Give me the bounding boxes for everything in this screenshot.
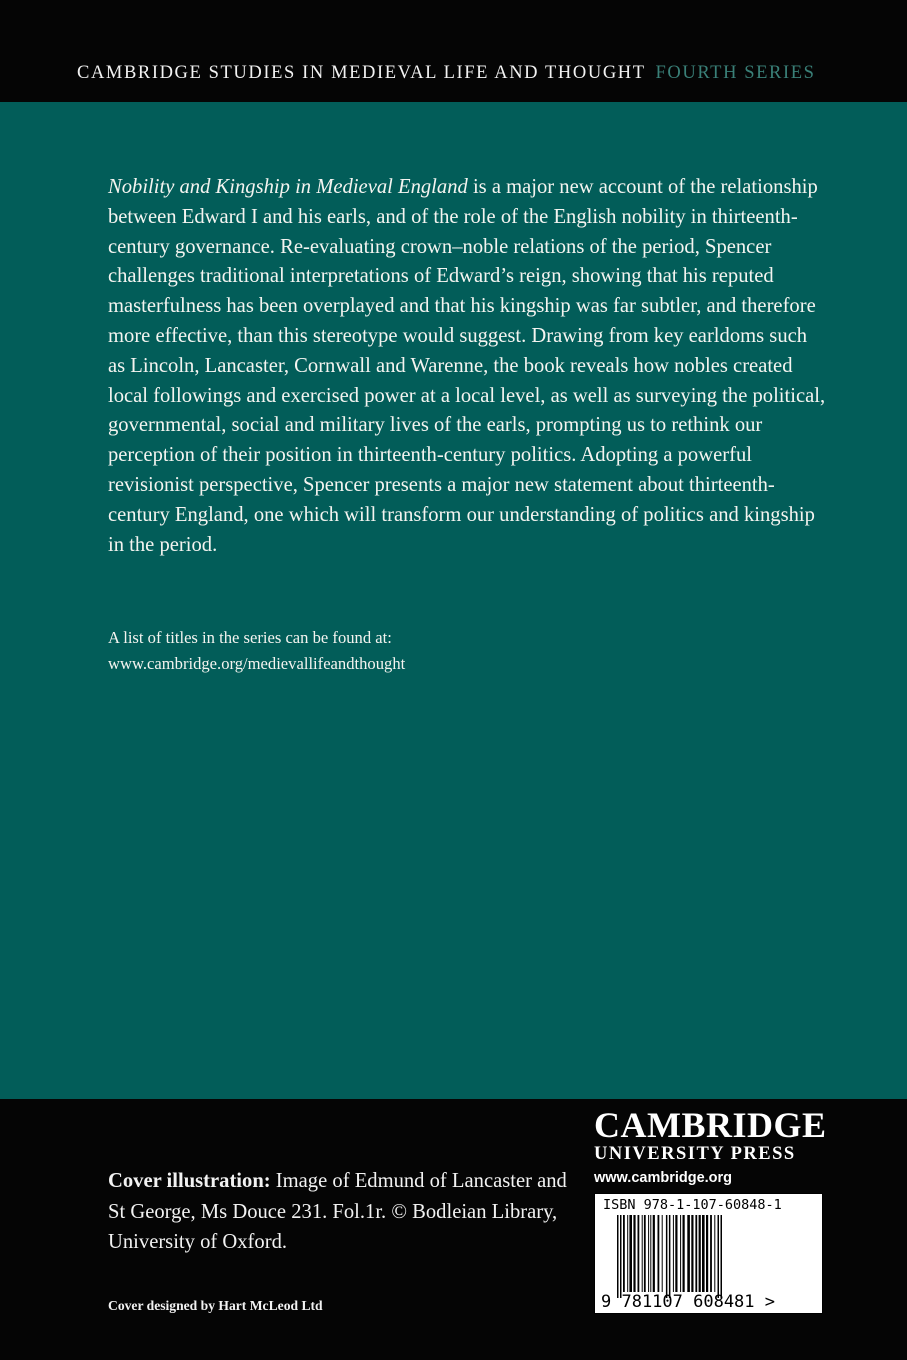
barcode-bar bbox=[662, 1215, 663, 1292]
barcode-bar bbox=[702, 1215, 705, 1292]
barcode-bar bbox=[706, 1215, 708, 1292]
barcode-bar bbox=[650, 1215, 651, 1292]
publisher-logo bbox=[594, 1106, 834, 1189]
barcode-bar bbox=[669, 1215, 671, 1298]
book-description bbox=[108, 173, 828, 560]
barcode-bar bbox=[721, 1215, 723, 1298]
barcode-bar bbox=[642, 1215, 643, 1292]
barcode-bar bbox=[629, 1215, 632, 1292]
isbn-barcode bbox=[594, 1193, 823, 1314]
series-header-band bbox=[0, 0, 907, 102]
barcode-bar bbox=[699, 1215, 701, 1292]
series-title bbox=[77, 62, 816, 84]
barcode-bar bbox=[695, 1215, 697, 1292]
barcode-bar bbox=[673, 1215, 674, 1292]
publisher-url: www.cambridge.org bbox=[594, 1170, 733, 1186]
barcode-bar bbox=[648, 1215, 649, 1292]
isbn-label: ISBN 978-1-107-60848-1 bbox=[603, 1197, 782, 1213]
series-edition: FOURTH SERIES bbox=[655, 63, 816, 83]
barcode-bar bbox=[644, 1215, 646, 1292]
credit-text: Image of Edmund of Lancaster and St George, Ms Douce 231. Fol.1r. © Bodleian Library, University of Oxford. bbox=[108, 1170, 567, 1253]
cover-illustration-credit bbox=[108, 1166, 568, 1258]
barcode-bar bbox=[633, 1215, 635, 1292]
barcode-bar bbox=[638, 1215, 640, 1292]
barcode-bar bbox=[620, 1215, 622, 1298]
cover-designer-credit: Cover designed by Hart McLeod Ltd bbox=[108, 1298, 323, 1313]
barcode-bar bbox=[658, 1215, 660, 1292]
barcode-digits: 9 781107 608481 > bbox=[601, 1292, 775, 1312]
barcode-bar bbox=[617, 1215, 619, 1298]
barcode-bar bbox=[714, 1215, 715, 1292]
barcode-bar bbox=[683, 1215, 685, 1292]
barcode-bar bbox=[627, 1215, 628, 1292]
barcode-bar bbox=[623, 1215, 625, 1292]
description-text: is a major new account of the relationship between Edward I and his earls, and of the role of the English nobility in thirteenth-century governance. Re-evaluating crown–noble relations of the period, Spencer challenges traditional interpretations of Edward’s reign, showing that his reputed masterfulness has been overplayed and that his kingship was far subtler, and therefore more effective, than this stereotype would suggest. Drawing from key earldoms such as Lincoln, Lancaster, Cornwall and Warenne, the book reveals how nobles created local followings and exercised power at a local level, as well as surveying the political, governmental, social and military lives of the earls, prompting us to rethink our perception of their position in thirteenth-century politics. Adopting a powerful revisionist perspective, Spencer presents a major new statement about thirteenth-century England, one which will transform our understanding of politics and kingship in the period. bbox=[108, 176, 826, 556]
book-title: Nobility and Kingship in Medieval England bbox=[108, 176, 468, 198]
publisher-name: CAMBRIDGE bbox=[594, 1105, 827, 1145]
barcode-bar bbox=[718, 1215, 720, 1298]
barcode-bar bbox=[680, 1215, 681, 1292]
series-name: CAMBRIDGE STUDIES IN MEDIEVAL LIFE AND THOUGHT bbox=[77, 63, 646, 83]
series-note-text: A list of titles in the series can be found at: bbox=[108, 628, 392, 647]
credit-label: Cover illustration: bbox=[108, 1170, 271, 1192]
series-list-note bbox=[108, 625, 708, 677]
barcode-bar bbox=[691, 1215, 693, 1292]
barcode-bar bbox=[666, 1215, 668, 1298]
publisher-subname: UNIVERSITY PRESS bbox=[594, 1144, 796, 1164]
barcode-bar bbox=[710, 1215, 712, 1292]
barcode-bar bbox=[687, 1215, 690, 1292]
barcode-bar bbox=[675, 1215, 677, 1292]
series-url: www.cambridge.org/medievallifeandthought bbox=[108, 654, 406, 673]
barcode-bar bbox=[653, 1215, 655, 1292]
